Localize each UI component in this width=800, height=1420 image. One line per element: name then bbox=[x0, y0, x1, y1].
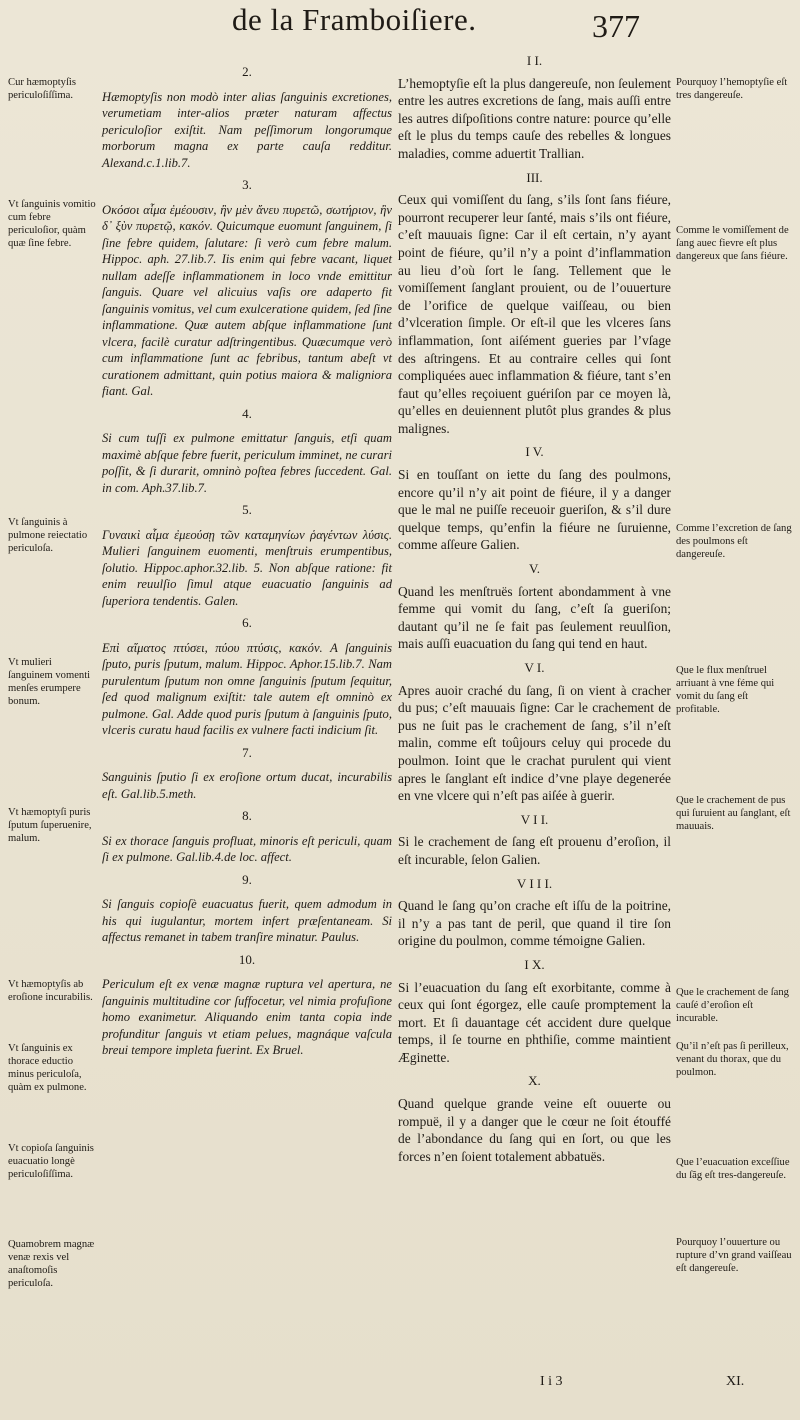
section-number: 7. bbox=[242, 744, 252, 760]
section-number: III. bbox=[526, 169, 543, 185]
french-column bbox=[398, 46, 671, 1165]
latin-paragraph: Γυναικὶ αἷμα ἐμεούσῃ τῶν καταμηνίων ῥαγέντων λύσις. Mulieri ſanguinem euomenti, menſtruis erumpentibus, ſolutio. Hippoc.aphor.32.lib. 5. Non abſque ratione: fit enim reuulſio ſimul atque euacuatio ſanguinis ad ſuperiora tendentis. Galen. bbox=[102, 527, 392, 608]
right-margin-note: Que le flux menſtruel arriuant à vne féme qui vomit du ſang eſt profitable. bbox=[676, 665, 775, 715]
running-header bbox=[0, 2, 800, 42]
section-number: V I I I. bbox=[516, 875, 553, 891]
french-paragraph: L’hemoptyſie eſt la plus dangereuſe, non ſeulement entre les autres excretions de ſang, mais auſſi entre les autres diſpoſitions contre nature: pource qu’elle eſt le plus du temps cauſe des rebelles & longues maladies, comme aduertit Trallian. bbox=[398, 75, 671, 161]
page-number: 377 bbox=[592, 8, 640, 44]
left-margin-note: Vt ſanguinis ex thorace eductio minus periculoſa, quàm ex pulmone. bbox=[8, 1043, 87, 1093]
section-number: 8. bbox=[242, 808, 252, 823]
catchword: XI. bbox=[726, 1374, 745, 1389]
latin-paragraph: Οκόσοι αἷμα ἐμέουσιν, ἢν μὲν ἄνευ πυρετῶ, σωτήριον, ἢν δ᾽ ξὺν πυρετῷ, κακόν. Quicumque euomunt ſanguinem, ſi ſine febre quidem, ſalutare: ſi verò cum febre malum. Hippoc. aph. 27.lib.7. Iis enim qui febre vacant, liquet nullam adeſſe inflammationem in loco vnde emittitur ſanguis. Quare vel alicuius vaſis ore adaperto fit ſanguinis vomitus, vel cum exulceratione quidem, ſed ſine inflammatione. Quæ autem abſque inflammatione ſunt vlcera, facilè curatur adſtringentibus. Quæcumque verò cum inflammatione ſunt ac febribus, tantum abeſt vt curationem admittant, quin potius maiora & maligniora fiant. Gal. bbox=[102, 202, 392, 398]
right-margin-note: Que l’euacuation exceſſiue du ſãg eſt tres-dangereuſe. bbox=[676, 1157, 790, 1181]
section-number: 4. bbox=[242, 405, 252, 421]
latin-paragraph: Sanguinis ſputio ſi ex eroſione ortum ducat, incurabilis eſt. Gal.lib.5.meth. bbox=[102, 770, 392, 801]
left-margin-note: Vt ſanguinis à pulmone reiectatio periculoſa. bbox=[8, 517, 88, 554]
french-paragraph: Si le crachement de ſang eſt prouenu d’eroſion, il eſt incurable, ſelon Galien. bbox=[398, 834, 671, 867]
right-margin-note: Comme l’excretion de ſang des poulmons eſt dangereuſe. bbox=[676, 523, 792, 560]
section-number: 6. bbox=[242, 615, 252, 630]
section-number: 2. bbox=[242, 64, 252, 79]
right-margin-note: Pourquoy l’hemoptyſie eſt tres dangereuſe. bbox=[676, 77, 788, 101]
section-number: V I. bbox=[524, 660, 545, 675]
section-number: 9. bbox=[242, 871, 252, 887]
right-margin-note: Que le crachement de ſang cauſé d’eroſion eſt incurable. bbox=[676, 987, 789, 1024]
right-margin-note: Pourquoy l’ouuerture ou rupture d’vn grand vaiſſeau eſt dangereuſe. bbox=[676, 1237, 792, 1274]
french-paragraph: Quand le ſang qu’on crache eſt iſſu de la poitrine, il n’y a pas tant de peril, que quand il tire ſon origine du poulmon, comme témoigne Galien. bbox=[398, 898, 671, 949]
running-title: de la Framboiſiere. bbox=[232, 2, 477, 37]
section-number: V I I. bbox=[520, 811, 549, 827]
french-paragraph: Quand les menſtruës ſortent abondamment à vne femme qui vomit du ſang, c’eſt ſa gueriſon; dautant qu’il ne ſe fait pas ſeulement reuulſion, mais auſſi euacuation du ſang qui tend en haut. bbox=[398, 583, 671, 652]
french-paragraph: Si l’euacuation du ſang eſt exorbitante, comme à ceux qui ſont égorgez, elle cauſe promptement la mort. Et ſi dauantage cét accident dure quelque temps, il ſe tourne en phthiſie, comme maintient Æginette. bbox=[398, 979, 671, 1065]
left-margin-note: Cur hæmoptyſis periculoſiſſima. bbox=[8, 77, 76, 101]
section-number: 5. bbox=[242, 502, 252, 517]
left-margin-note: Vt mulieri ſanguinem vomenti menſes erumpere bonum. bbox=[8, 657, 91, 707]
signature-mark: I i 3 bbox=[540, 1374, 563, 1389]
left-margin-note: Vt copioſa ſanguinis euacuatio longè periculoſiſſima. bbox=[8, 1143, 94, 1180]
left-margin-note: Vt hæmoptyſis ab eroſione incurabilis. bbox=[8, 979, 93, 1003]
left-margin-note: Vt ſanguinis vomitio cum febre periculoſior, quàm quæ ſine febre. bbox=[8, 199, 96, 249]
left-margin-note: Vt hæmoptyſi puris ſputum ſuperuenire, malum. bbox=[8, 807, 92, 844]
french-paragraph: Apres auoir craché du ſang, ſi on vient à cracher du pus; c’eſt mauuais ſigne: Car le crachement de pus ne ſuit pas le crachement de ſang, s’il n’eſt malin, comme eſt toûjours celuy qui procede du poulmon. Ioint que le crachat purulent qui vient apres le ſanglant eſt indice d’vne playe degenerée en vne vlcere qui n’eſt pas aiſée à guerir. bbox=[398, 682, 671, 804]
left-margin-note: Quamobrem magnæ venæ rexis vel anaſtomoſis periculoſa. bbox=[8, 1239, 95, 1289]
french-paragraph: Quand quelque grande veine eſt ouuerte ou rompuë, il y a danger que le cœur ne ſoit étouffé de l’abondance du ſang qui en ſort, ou que les forces n’en ſoient totalement abbatuës. bbox=[398, 1096, 671, 1164]
section-number: I V. bbox=[525, 444, 544, 460]
latin-paragraph: Si ex thorace ſanguis profluat, minoris eſt periculi, quam ſi ex pulmone. Gal.lib.4.de loc. affect. bbox=[102, 833, 392, 864]
french-paragraph: Si en touſſant on iette du ſang des poulmons, encore qu’il n’y ait point de fiéure, il y a danger que le mal ne puiſſe receuoir gueriſon, & s’il dure quelque temps, qu’enfin la fiéure ne ſuruienne, comme aſſeure Galien. bbox=[398, 467, 671, 553]
latin-column bbox=[102, 58, 392, 1059]
section-number: V. bbox=[529, 561, 540, 577]
latin-paragraph: Si cum tuſſi ex pulmone emittatur ſanguis, etſi quam maximè abſque febre fuerit, periculum imminet, ne curari poſſit, & ſi durarit, omninò poſtea febres ſuccedent. Gal. in com. Aph.37.lib.7. bbox=[102, 431, 392, 495]
right-margin-note: Qu’il n’eſt pas ſi perilleux, venant du thorax, que du poulmon. bbox=[676, 1041, 789, 1078]
french-paragraph: Ceux qui vomiſſent du ſang, s’ils ſont ſans fiéure, pourront recuperer leur ſanté, mais s’ils ont fiéure, c’eſt mauuais ſigne: Car il eſt certain, n’y ayant point de fiéure, qu’il n’y a point d’inflammation au lieu d’où ſort le ſang. Tellement que le vomiſſement ſanglant prouient, ou de l’ouuerture de l’orifice de quelque vaiſſeau, ou bien d’vlceration ſimple. Or eſt-il que les vlceres ſans inflammation, ſont aiſément gueries par l’vſage des aſtringens. Et au contraire celles qui ſont compliquées auec inflammation & fiéure, tant s’en faut qu’elles reçoiuent guériſon par ce moyen là, qu’elles en deuiennent plutôt plus grandes & plus malignes. bbox=[398, 192, 671, 436]
section-number: 3. bbox=[242, 177, 252, 192]
right-margin-note: Comme le vomiſſement de ſang auec fievre eſt plus dangereux que ſans fiéure. bbox=[676, 225, 789, 262]
right-margin-note: Que le crachement de pus qui ſuruient au ſanglant, eſt mauuais. bbox=[676, 795, 791, 832]
latin-paragraph: Periculum eſt ex venæ magnæ ruptura vel apertura, ne ſanguinis multitudine cor ſuffocetur, vel nimia profuſione homo exanimetur. Aliquando enim tanta copia inde profunditur ſanguis vt etiam pelues, magnáque vaſcula breui tempore impleta fuerint. Ex Bruel. bbox=[102, 977, 392, 1057]
latin-paragraph: Si ſanguis copioſè euacuatus fuerit, quem admodum in his qui iugulantur, mortem infert præſentaneam. Si affectus remanet in tabem tranſire minatur. Paulus. bbox=[102, 897, 392, 944]
section-number: 10. bbox=[238, 951, 256, 967]
latin-paragraph: Hæmoptyſis non modò inter alias ſanguinis excretiones, verumetiam inter-alios præter naturam affectus periculoſior exiſtit. Nam peſſimorum longorumque morborum magna ex parte cauſa redditur. Alexand.c.1.lib.7. bbox=[102, 89, 392, 170]
latin-paragraph: Επὶ αἵματος πτύσει, πύου πτύσις, κακόν. A ſanguinis ſputo, puris ſputum, malum. Hippoc. Aphor.15.lib.7. Nam purulentum ſputum non omne ſanguinis ſputum ſequitur, ſed quod malignum exiſtit: tale autem eſt omninò ex pulmone. Gal. Adde quod puris ſputum à ſanguinis ſputo, vlceris curatu haud facilis ex vulnere facti indicium ſit. bbox=[102, 640, 392, 737]
section-number: X. bbox=[528, 1073, 541, 1089]
section-number: I I. bbox=[526, 53, 543, 68]
section-number: I X. bbox=[524, 956, 545, 972]
